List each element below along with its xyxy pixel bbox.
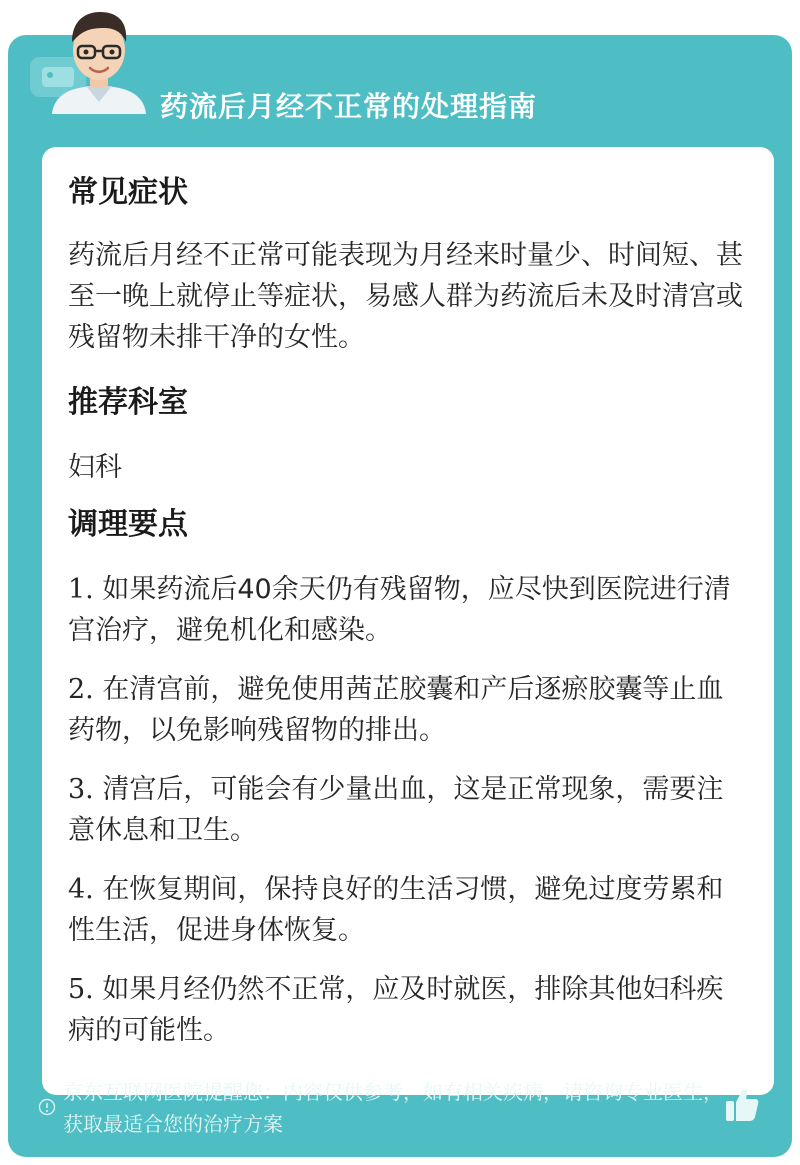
- symptoms-heading: 常见症状: [68, 175, 188, 210]
- care-item-3: [68, 769, 748, 851]
- info-icon: [38, 1098, 56, 1116]
- care-item-number: 4.: [68, 874, 94, 905]
- care-item-5: [68, 969, 748, 1051]
- care-item-number: 5.: [68, 974, 94, 1005]
- care-item-text: 在恢复期间，保持良好的生活习惯，避免过度劳累和性生活，促进身体恢复。: [68, 874, 724, 946]
- care-item-number: 1.: [68, 574, 94, 605]
- care-item-text: 清宫后，可能会有少量出血，这是正常现象，需要注意休息和卫生。: [68, 774, 724, 846]
- thumbs-up-icon[interactable]: [722, 1085, 762, 1125]
- care-item-text: 如果药流后40余天仍有残留物，应尽快到医院进行清宫治疗，避免机化和感染。: [68, 574, 731, 646]
- care-item-number: 3.: [68, 774, 94, 805]
- page-title: 药流后月经不正常的处理指南: [160, 90, 538, 123]
- care-heading: 调理要点: [68, 507, 188, 542]
- content-card: [42, 147, 774, 1095]
- department-heading: 推荐科室: [68, 385, 188, 420]
- doctor-avatar: [44, 6, 154, 114]
- care-item-4: [68, 869, 748, 951]
- care-item-text: 在清宫前，避免使用茜芷胶囊和产后逐瘀胶囊等止血药物，以免影响残留物的排出。: [68, 674, 724, 746]
- department-text: 妇科: [68, 452, 122, 483]
- care-item-1: [68, 569, 748, 651]
- footer-notice-text: 京东互联网医院提醒您：内容仅供参考，如有相关疾病，请咨询专业医生，获取最适合您的治疗方案: [63, 1080, 723, 1136]
- care-item-number: 2.: [68, 674, 94, 705]
- symptoms-text: 药流后月经不正常可能表现为月经来时量少、时间短、甚至一晚上就停止等症状，易感人群为药流后未及时清宫或残留物未排干净的女性。: [68, 240, 743, 353]
- care-item-text: 如果月经仍然不正常，应及时就医，排除其他妇科疾病的可能性。: [68, 974, 724, 1046]
- care-item-2: [68, 669, 748, 751]
- guide-panel: [8, 35, 792, 1157]
